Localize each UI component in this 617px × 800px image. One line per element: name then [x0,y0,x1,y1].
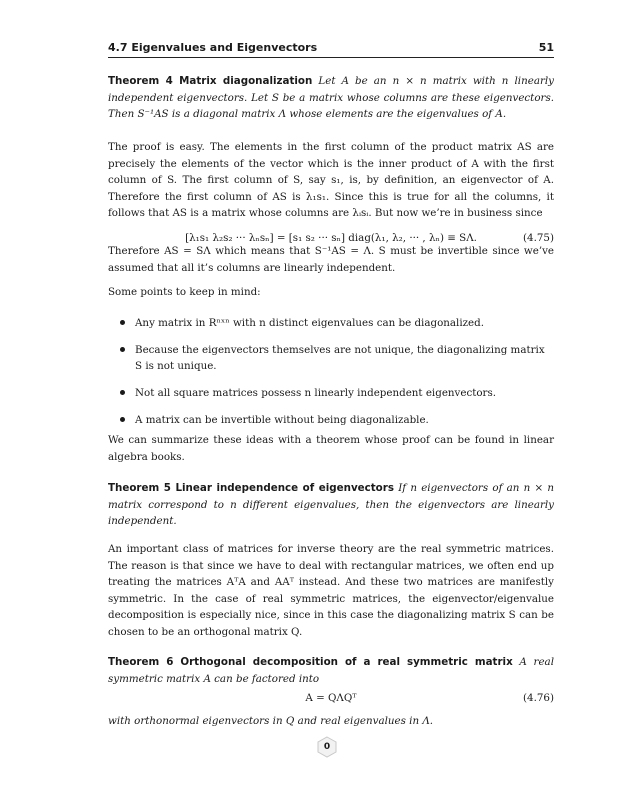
bullet-icon [120,347,125,352]
running-header [108,41,554,58]
equation-4-76 [108,689,554,707]
summary-paragraph: We can summarize these ideas with a theorem whose proof can be found in linear algebra books. [108,434,554,463]
theorem-4 [108,73,554,123]
theorem-5-title: Theorem 5 Linear independence of eigenvectors [108,482,394,494]
proof-conclusion: Therefore AS = SΛ which means that S⁻¹AS = Λ. S must be invertible since we’ve assumed that all it’s columns are linearly independent. [108,245,554,274]
theorem-6-statement: A real symmetric matrix A can be factored into [108,656,554,685]
theorem-6-title: Theorem 6 Orthogonal decomposition of a real symmetric matrix [108,656,513,668]
points-intro: Some points to keep in mind: [108,286,261,298]
page-number: 51 [538,41,554,54]
bullet-icon [120,320,125,325]
points-list [108,315,554,439]
theorem-5 [108,480,554,530]
theorem-5-statement: If n eigenvectors of an n × n matrix correspond to n different eigenvalues, then the eigenvectors are linearly independent. [108,482,554,528]
theorem-6-continuation: with orthonormal eigenvectors in Q and real eigenvalues in Λ. [108,715,434,727]
equation-4-75-body: [λ₁s₁ λ₂s₂ ··· λₙsₙ] = [s₁ s₂ ··· sₙ] diag(λ₁, λ₂, ··· , λₙ) ≡ SΛ. [185,232,477,244]
equation-4-76-body: A = QΛQᵀ [305,692,357,704]
bullet-icon [120,390,125,395]
theorem-4-statement: Let A be an n × n matrix with n linearly independent eigenvectors. Let S be a matrix whose columns are these eigenvectors. Then S⁻¹AS is a diagonal matrix Λ whose elements are the eigenvalues of A. [108,75,554,121]
equation-4-76-tag: (4.76) [523,692,554,704]
bullet-icon [120,417,125,422]
theorem-4-title: Theorem 4 Matrix diagonalization [108,75,313,87]
list-item: Any matrix in Rⁿˣⁿ with n distinct eigenvalues can be diagonalized. [108,315,554,331]
proof-paragraph: The proof is easy. The elements in the first column of the product matrix AS are precisely the elements of the vector which is the inner product of A with the first column of S. The first column of S, say s₁, is, by definition, an eigenvector of A. Therefore the first column of AS is λ₁s₁. Since this is true for all the columns, it follows that AS is a matrix whose columns are λᵢsᵢ. But now we’re in business since [108,141,554,220]
list-item: Because the eigenvectors themselves are not unique, the diagonalizing matrix S is not unique. [108,342,554,374]
page-badge-label: 0 [323,742,331,752]
list-item: A matrix can be invertible without being diagonalizable. [108,412,554,428]
section-title: 4.7 Eigenvalues and Eigenvectors [108,41,318,54]
list-item: Not all square matrices possess n linearly independent eigenvectors. [108,385,554,401]
symmetric-paragraph: An important class of matrices for inverse theory are the real symmetric matrices. The reason is that since we have to deal with rectangular matrices, we often end up treating the matrices AᵀA and AAᵀ instead. And these two matrices are manifestly symmetric. In the case of real symmetric matrices, the eigenvector/eigenvalue decomposition is especially nice, since in this case the diagonalizing matrix S can be chosen to be an orthogonal matrix Q. [108,543,554,638]
equation-4-75-tag: (4.75) [523,232,554,244]
page-badge [316,736,338,758]
theorem-6 [108,654,554,687]
